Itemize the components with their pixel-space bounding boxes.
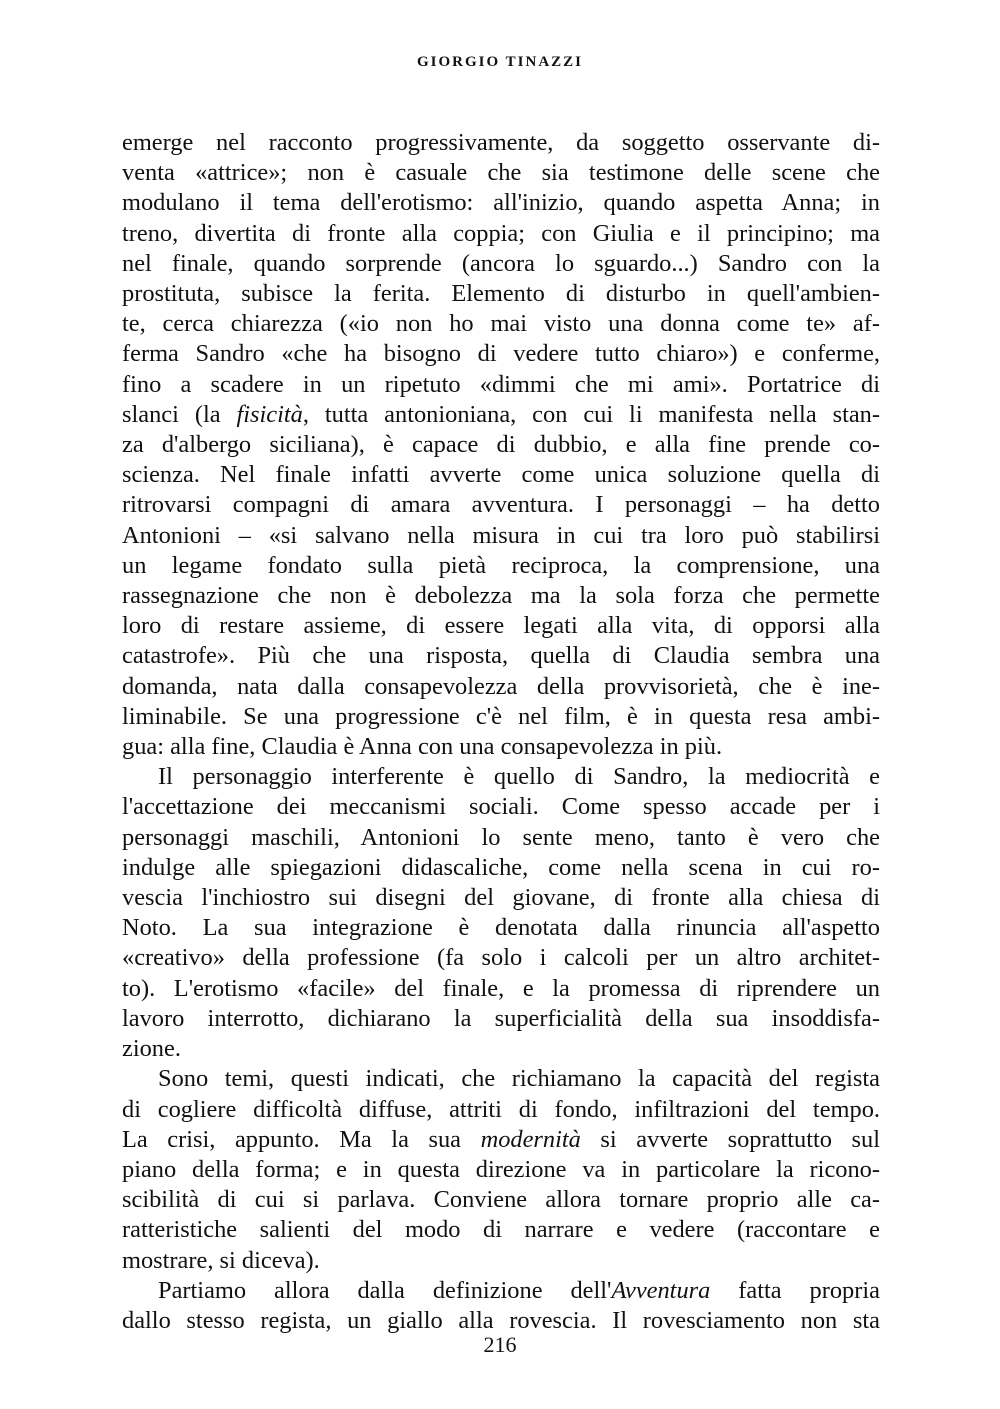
text-line: domanda, nata dalla consapevolezza della provvisorietà, che è ine- [122,672,880,700]
text-line: vescia l'inchiostro sui disegni del giovane, di fronte alla chiesa di [122,884,880,912]
text-line: fino a scadere in un ripetuto «dimmi che mi ami». Portatrice di [122,370,880,398]
text-line: indulge alle spiegazioni didascaliche, come nella scena in cui ro- [122,853,880,881]
text-line: un legame fondato sulla pietà reciproca, la comprensione, una [122,551,880,579]
paragraph [122,1276,880,1336]
text-line: catastrofe». Più che una risposta, quella di Claudia sembra una [122,642,880,670]
text-line: modulano il tema dell'erotismo: all'inizio, quando aspetta Anna; in [122,189,880,217]
text-line: dallo stesso regista, un giallo alla rovescia. Il rovesciamento non sta [122,1306,880,1334]
paragraph [122,128,880,762]
text-line: treno, divertita di fronte alla coppia; con Giulia e il principino; ma [122,219,880,247]
text-line: «creativo» della professione (fa solo i calcoli per un altro architet- [122,944,880,972]
text-line: te, cerca chiarezza («io non ho mai visto una donna come te» af- [122,310,880,338]
text-line: di cogliere difficoltà diffuse, attriti di fondo, infiltrazioni del tempo. [122,1095,880,1123]
page-number: 216 [483,1332,517,1357]
paragraph [122,1064,880,1275]
text-line: prostituta, subisce la ferita. Elemento di disturbo in quell'ambien- [122,280,880,308]
text-line: venta «attrice»; non è casuale che sia testimone delle scene che [122,159,880,187]
text-line: scibilità di cui si parlava. Conviene allora tornare proprio alle ca- [122,1186,880,1214]
text-line: loro di restare assieme, di essere legati alla vita, di opporsi alla [122,612,880,640]
text-line: piano della forma; e in questa direzione va in particolare la ricono- [122,1155,880,1183]
body-text [122,128,880,1336]
text-line: Antonioni – «si salvano nella misura in cui tra loro può stabilirsi [122,521,880,549]
text-line: ritrovarsi compagni di amara avventura. I personaggi – ha detto [122,491,880,519]
text-line: scienza. Nel finale infatti avverte come unica soluzione quella di [122,461,880,489]
paragraph [122,762,880,1064]
italic-term: fisicità [236,400,303,428]
text-line: emerge nel racconto progressivamente, da soggetto osservante di- [122,129,880,156]
running-head: GIORGIO TINAZZI [416,54,583,70]
text-line: ratteristiche salienti del modo di narrare e vedere (raccontare e [122,1216,880,1244]
text-line: Noto. La sua integrazione è denotata dalla rinuncia all'aspetto [122,914,880,942]
text-line: Sono temi, questi indicati, che richiamano la capacità del regista [158,1065,880,1093]
text-line: lavoro interrotto, dichiarano la superficialità della sua insoddisfa- [122,1004,880,1032]
text-line: liminabile. Se una progressione c'è nel film, è in questa resa ambi- [122,702,880,730]
text-line: Il personaggio interferente è quello di Sandro, la mediocrità e [158,763,880,791]
italic-term: modernità [480,1125,581,1153]
text-line: rassegnazione che non è debolezza ma la sola forza che permette [122,582,880,610]
italic-term: Avventura [611,1276,711,1304]
text-line: ferma Sandro «che ha bisogno di vedere tutto chiaro») e conferme, [122,340,880,368]
text-line: mostrare, si diceva). [122,1246,320,1274]
text-line: La crisi, appunto. Ma la sua modernità si avverte soprattutto sul [122,1125,880,1153]
text-line: to). L'erotismo «facile» del finale, e la promessa di riprendere un [122,974,880,1002]
text-line: gua: alla fine, Claudia è Anna con una consapevolezza in più. [122,733,723,761]
text-line: zione. [122,1035,181,1063]
text-line: nel finale, quando sorprende (ancora lo sguardo...) Sandro con la [122,249,880,277]
text-line: Partiamo allora dalla definizione dell'Avventura fatta propria [158,1276,880,1304]
text-line: za d'albergo siciliana), è capace di dubbio, e alla fine prende co- [122,431,880,459]
text-line: l'accettazione dei meccanismi sociali. Come spesso accade per i [122,793,880,821]
text-line: slanci (la fisicità, tutta antonioniana, con cui li manifesta nella stan- [122,400,880,428]
text-line: personaggi maschili, Antonioni lo sente meno, tanto è vero che [122,823,880,851]
